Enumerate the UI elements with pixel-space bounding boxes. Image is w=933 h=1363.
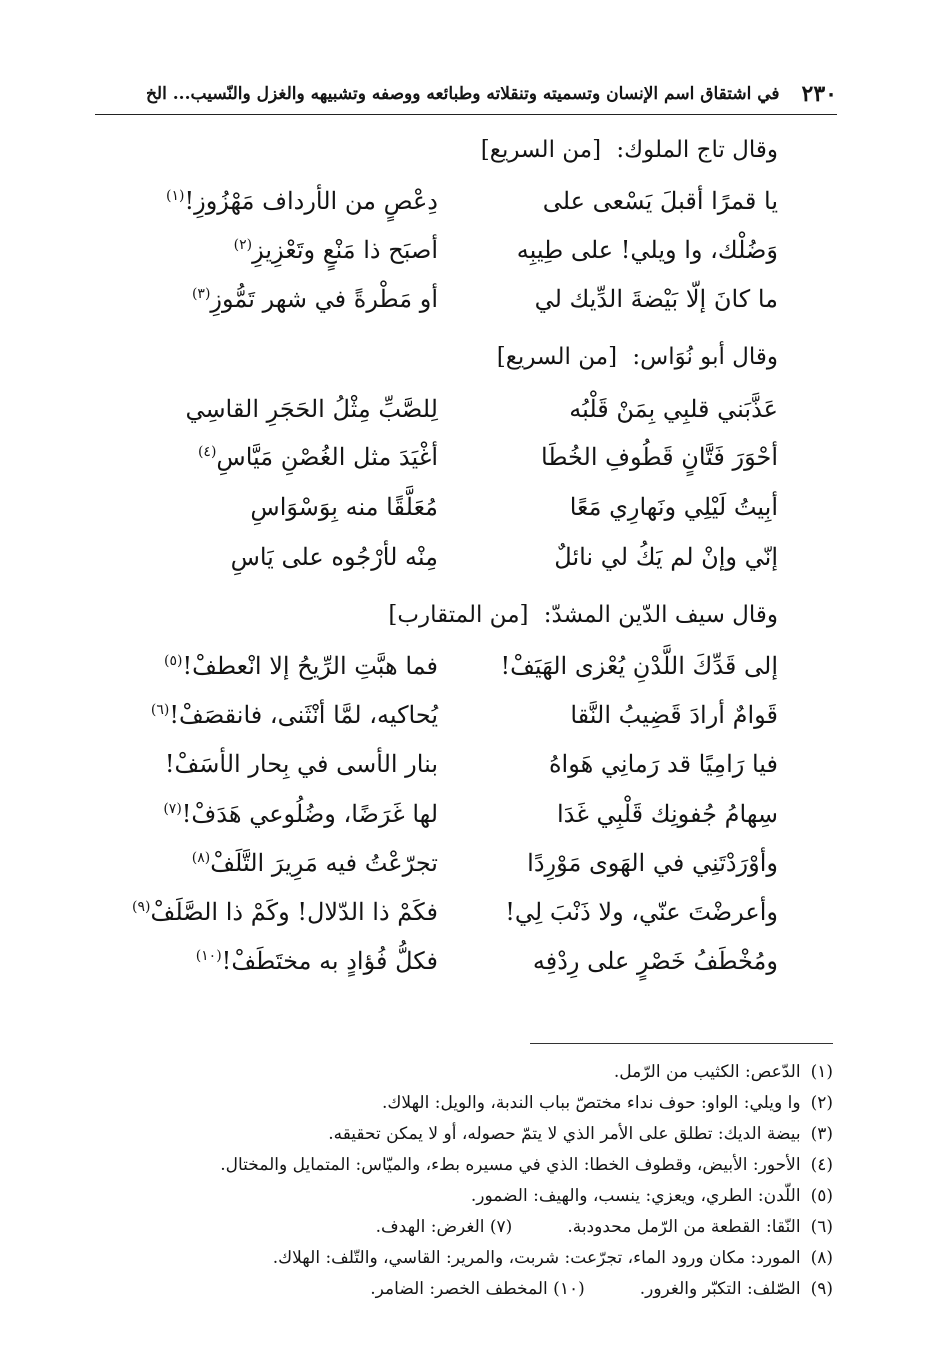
footnote-number: (٣) [810,1124,833,1144]
footnote [328,1124,833,1144]
footnote-text: وا ويلي: الواو: حوف نداء مختصّ بباب الندبة، والويل: الهلاك. [382,1093,801,1113]
hemistich-text: لها غَرَضًا، وضُلُوعي هَدَفْ! [181,800,438,828]
poet-intro: وقال سيف الدّين المشدّ: [543,602,778,628]
footnote [382,1093,833,1113]
hemistich-text: بنار الأسى في بِحار الأسَفْ! [164,750,438,778]
verse-first-hemistich: إلى قَدِّكَ اللَّدْنِ يُعْزى الهَيَفْ! [500,652,778,680]
verse-second-hemistich [148,701,438,729]
hemistich-text: دِعْصٍ من الأرداف مَهْزُوزِ! [184,187,438,215]
footnote-ref: (٨) [191,850,211,866]
footnote-number: (٨) [810,1248,833,1268]
hemistich-text: مُعَلَّقًا منه بِوَسْوَاسِ [250,493,438,521]
footnote-number: (١) [810,1062,833,1082]
footnote-ref: (٦) [150,702,170,718]
footnote-number: (٩) [810,1279,833,1299]
hemistich-text: لِلصَّبِّ مِثْلُ الحَجَرِ القاسِي [185,395,438,423]
footnote-text: الغرض: الهدف. [375,1217,485,1237]
footnote-text: النّقا: القطعة من الرّمل محدودبة. [567,1217,801,1237]
footnote-number: (٧) [489,1217,513,1237]
footnote-text: الصّلف: التكبّر والغرور. [639,1279,801,1299]
footnote-divider [530,1043,833,1044]
verse-first-hemistich: وأعرضْتَ عنّي، ولا ذَنْبَ لِي! [505,898,778,926]
hemistich-text: مِنْه لأرْجُوه على يَاسِ [230,543,438,571]
hemistich-text: أو مَطْرةً في شهر تَمُّوزِ [210,285,438,313]
footnote-ref: (٩) [132,899,151,915]
footnote-text: الأحور: الأبيض، وقطوف الخطا: الذي في مسيره بطء، والميّاس: المتمايل والمختال. [220,1155,801,1175]
poet-intro: وقال تاج الملوك: [616,137,778,163]
verse-first-hemistich: ما كانَ إلّا بَيْضةَ الدِّيك لي [534,285,778,313]
hemistich-text: أصبَح ذا مَنْعٍ وتَعْزِيزِ [252,236,438,264]
verse-second-hemistich [148,285,438,313]
poet-intro: وقال أبو نُوَاس: [632,344,778,370]
verse-second-hemistich [148,750,438,778]
verse-first-hemistich: سِهامُ جُفونِك قَلْبِي غَدَا [557,800,778,828]
footnote [376,1217,833,1237]
verse-first-hemistich: يا قمرًا أقبلَ يَسْعى على [542,187,778,215]
poem-intro [481,137,778,163]
footnote-number: (٥) [810,1186,833,1206]
footnote-text: الدّعص: الكثيب من الرّمل. [613,1062,801,1082]
verse-second-hemistich [148,395,438,423]
meter-label: [من المتقارب] [388,602,529,628]
footnote [370,1279,833,1299]
footnote-text: بيضة الديك: تطلق على الأمر الذي لا يتمّ حصوله، أو لا يمكن تحقيقه. [328,1124,801,1144]
footnote-ref: (٣) [191,286,211,302]
verse-second-hemistich [148,800,438,828]
hemistich-text: فكَمْ ذا الدّلال! وكَمْ ذا الصَّلَفْ [150,898,438,926]
footnote-number: (٢) [810,1093,833,1113]
verse-first-hemistich: فيا رَامِيًا قد رَمانِي هَواهُ [548,750,778,778]
verse-second-hemistich [148,443,438,471]
verse-second-hemistich [148,493,438,521]
footnote [614,1062,833,1082]
footnote-number: (١٠) [553,1279,585,1299]
verse-second-hemistich [148,849,438,877]
verse-first-hemistich: إنّي وإنْ لم يَكُ لي نائلٌ [554,543,778,571]
footnote [273,1248,833,1268]
meter-label: [من السريع] [496,344,618,370]
verse-first-hemistich: وأوْرَدْتَنِي في الهَوى مَوْرِدًا [527,849,778,877]
footnote-ref: (١٠) [195,948,222,964]
footnote-ref: (٥) [164,653,183,669]
poem-intro [497,344,778,370]
page-header [95,74,837,115]
verse-second-hemistich [148,187,438,215]
verse-second-hemistich [148,947,438,975]
footnote-ref: (١) [166,188,185,204]
verse-first-hemistich: وَضُلْك، وا ويلي! على طِيبِه [516,236,778,264]
verse-first-hemistich: قَوامٌ أرادَ قَضِيبُ النَّقا [570,701,778,729]
hemistich-text: أغْيَدَ مثل الغُصْنِ مَيَّاسِ [216,443,438,471]
footnote-text: المورد: مكان ورود الماء، تجرّعت: شربت، والمرير: القاسي، والتّلف: الهلاك. [272,1248,801,1268]
verse-second-hemistich [148,652,438,680]
poem-intro [388,602,778,628]
verse-second-hemistich [148,236,438,264]
footnote-text: المخطف الخصر: الضامر. [370,1279,548,1299]
footnote [220,1155,833,1175]
hemistich-text: تجرّعْتُ فيه مَرِيرَ التَّلَفْ [210,849,438,877]
hemistich-text: فما هبَّتِ الرِّيحُ إلا انْعطفْ! [182,652,438,680]
page-number: ٢٣٠ [801,81,837,107]
footnote-ref: (٢) [233,237,253,253]
verse-second-hemistich [132,898,438,926]
footnote-number: (٤) [810,1155,833,1175]
verse-first-hemistich: ومُخْطَفُ خَصْرٍ على رِدْفِه [532,947,778,975]
verse-first-hemistich: عَذَّبَني قلبِي بِمَنْ قَلْبُه [569,395,778,423]
footnote [471,1186,833,1206]
footnote-number: (٦) [810,1217,833,1237]
verse-second-hemistich [148,543,438,571]
hemistich-text: فكلُّ فُؤادٍ به مختَطَفْ! [221,947,438,975]
running-title: في اشتقاق اسم الإنسان وتسميته وتنقلاته وطبائعه ووصفه وتشبيهه والغزل والنّسيب... الخ [145,84,780,104]
verse-first-hemistich: أبِيتُ لَيْلِي ونَهارِي مَعًا [569,493,778,521]
footnote-ref: (٤) [197,444,217,460]
footnote-text: اللّدن: الطري، ويعزي: ينسب، والهيف: الضمور. [470,1186,801,1206]
footnote-ref: (٧) [163,801,182,817]
verse-first-hemistich: أحْوَرَ فَتَّانٍ قَطُوفِ الخُطَا [541,443,778,471]
meter-label: [من السريع] [480,137,602,163]
hemistich-text: يُحاكيه، لمَّا أنْثَنى، فانقصَفْ! [169,701,438,729]
